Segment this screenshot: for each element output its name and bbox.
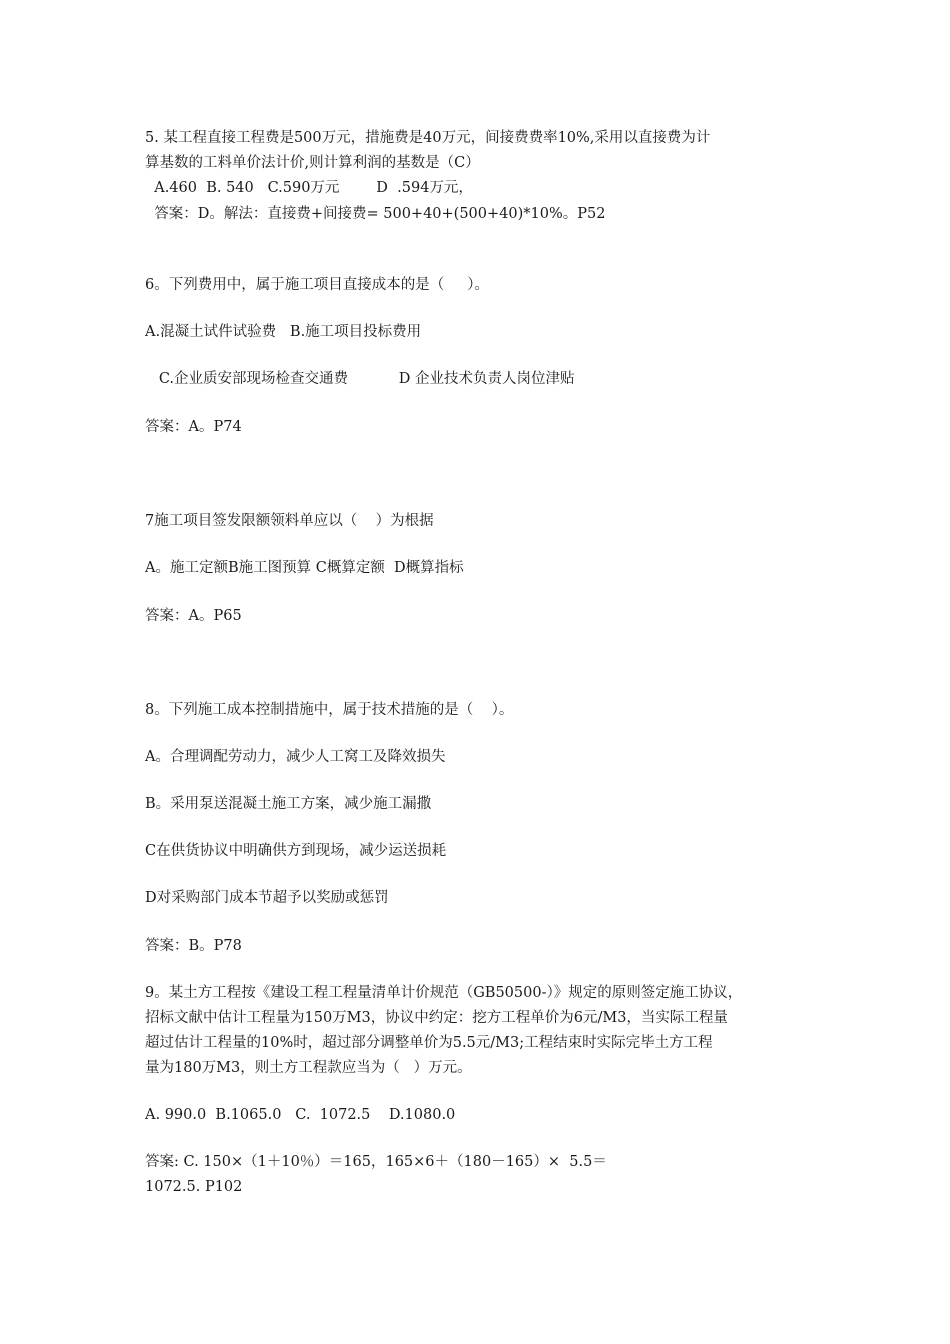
- q5-answer: 答案：D。解法：直接费+间接费= 500+40+(500+40)*10%。P52: [145, 206, 606, 222]
- q9-stem-line-1: 9。某土方工程按《建设工程工程量清单计价规范（GB50500-）》规定的原则签定施工协议，: [145, 985, 743, 1001]
- q9-answer-line-2: 1072.5. P102: [145, 1179, 243, 1195]
- q5-stem-line-2: 算基数的工料单价法计价,则计算利润的基数是（C）: [145, 155, 480, 171]
- q7-stem: 7施工项目签发限额领料单应以（ ）为根据: [145, 513, 434, 529]
- q8-option-c: C在供货协议中明确供方到现场，减少运送损耗: [145, 843, 447, 859]
- q7-answer: 答案：A。P65: [145, 608, 242, 624]
- q9-stem-line-3: 超过估计工程量的10%时，超过部分调整单价为5.5元/M3;工程结束时实际完毕土方工程: [145, 1035, 713, 1051]
- q8-option-a: A。合理调配劳动力，减少人工窝工及降效损失: [145, 749, 446, 765]
- q8-stem: 8。下列施工成本控制措施中，属于技术措施的是（ ）。: [145, 702, 514, 718]
- q7-options: A。施工定额B施工图预算 C概算定额 D概算指标: [145, 560, 464, 576]
- q8-option-d: D对采购部门成本节超予以奖励或惩罚: [145, 890, 389, 906]
- q9-answer-line-1: 答案: C. 150×（1＋10％）＝165，165×6＋（180－165）× 5.5＝: [145, 1154, 607, 1170]
- q6-answer: 答案：A。P74: [145, 419, 242, 435]
- q5-options: A.460 B. 540 C.590万元 D .594万元，: [145, 180, 473, 196]
- q9-options: A. 990.0 B.1065.0 C. 1072.5 D.1080.0: [145, 1107, 456, 1123]
- q6-stem: 6。下列费用中，属于施工项目直接成本的是（ ）。: [145, 277, 490, 293]
- q9-stem-line-4: 量为180万M3，则土方工程款应当为（ ）万元。: [145, 1060, 472, 1076]
- q9-stem-line-2: 招标文献中估计工程量为150万M3，协议中约定：挖方工程单价为6元/M3，当实际工程量: [145, 1010, 728, 1026]
- q8-answer: 答案：B。P78: [145, 938, 242, 954]
- q6-options-line-2: C.企业质安部现场检查交通费 D 企业技术负责人岗位津贴: [145, 371, 575, 387]
- q6-options-line-1: A.混凝土试件试验费 B.施工项目投标费用: [145, 324, 422, 340]
- q5-stem-line-1: 5. 某工程直接工程费是500万元，措施费是40万元，间接费费率10%,采用以直接费为计: [145, 130, 711, 146]
- q8-option-b: B。采用泵送混凝土施工方案，减少施工漏撒: [145, 796, 432, 812]
